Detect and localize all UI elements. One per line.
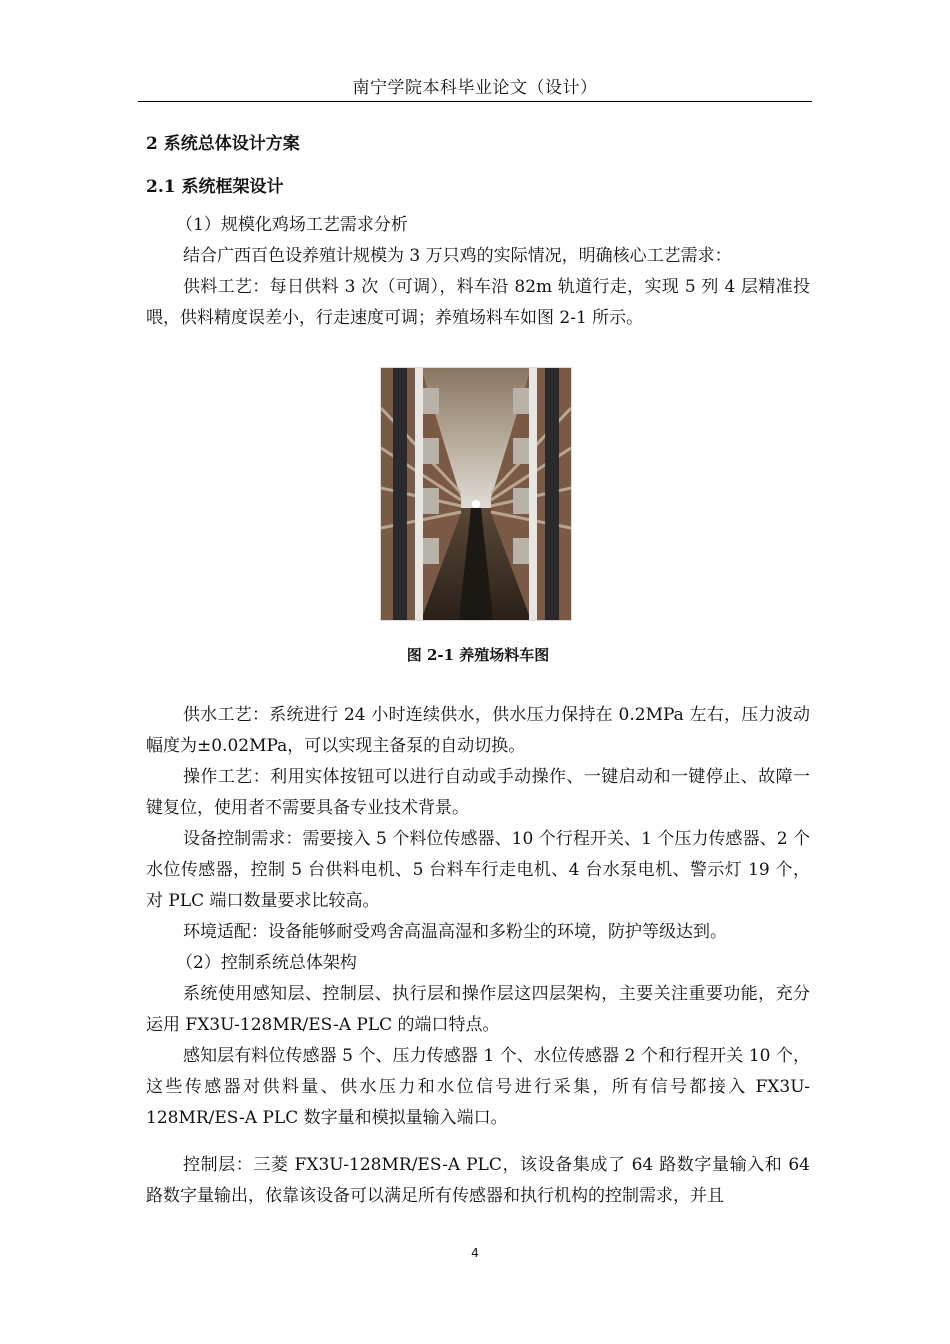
sensing-layer-paragraph: 感知层有料位传感器 5 个、压力传感器 1 个、水位传感器 2 个和行程开关 10 个，这些传感器对供料量、供水压力和水位信号进行采集，所有信号都接入 FX3U-128MR/ES-A PLC 数字量和模拟量输入端口。 [146,1046,810,1128]
feed-cart-photo [380,367,572,621]
header-rule [138,101,812,102]
requirement-analysis-heading: （1）规模化鸡场工艺需求分析 [176,215,408,235]
control-layer-paragraph: 控制层：三菱 FX3U-128MR/ES-A PLC，该设备集成了 64 路数字量输入和 64 路数字量输出，依靠该设备可以满足所有传感器和执行机构的控制需求，并且 [146,1155,810,1206]
subsection-heading: 2.1 系统框架设计 [146,177,284,197]
operation-paragraph: 操作工艺：利用实体按钮可以进行自动或手动操作、一键启动和一键停止、故障一键复位，使用者不需要具备专业技术背景。 [146,767,810,818]
figure-caption: 图 2-1 养殖场料车图 [406,646,550,664]
page-number: 4 [471,1246,479,1260]
environment-paragraph: 环境适配：设备能够耐受鸡舍高温高湿和多粉尘的环境，防护等级达到。 [183,922,727,942]
section-heading: 2 系统总体设计方案 [146,134,300,154]
page-header: 南宁学院本科毕业论文（设计） [352,78,598,98]
feeding-paragraph: 供料工艺：每日供料 3 次（可调），料车沿 82m 轨道行走，实现 5 列 4 层精准投喂，供料精度误差小，行走速度可调；养殖场料车如图 2-1 所示。 [146,277,810,328]
architecture-heading: （2）控制系统总体架构 [176,953,357,973]
intro-paragraph: 结合广西百色设养殖计规模为 3 万只鸡的实际情况，明确核心工艺需求： [183,246,732,266]
architecture-paragraph: 系统使用感知层、控制层、执行层和操作层这四层架构，主要关注重要功能，充分运用 FX3U-128MR/ES-A PLC 的端口特点。 [146,984,810,1035]
device-control-paragraph: 设备控制需求：需要接入 5 个料位传感器、10 个行程开关、1 个压力传感器、2 个水位传感器，控制 5 台供料电机、5 台料车行走电机、4 台水泵电机、警示灯 19 个，对 PLC 端口数量要求比较高。 [146,829,810,911]
water-supply-paragraph: 供水工艺：系统进行 24 小时连续供水，供水压力保持在 0.2MPa 左右，压力波动幅度为±0.02MPa，可以实现主备泵的自动切换。 [146,705,810,756]
